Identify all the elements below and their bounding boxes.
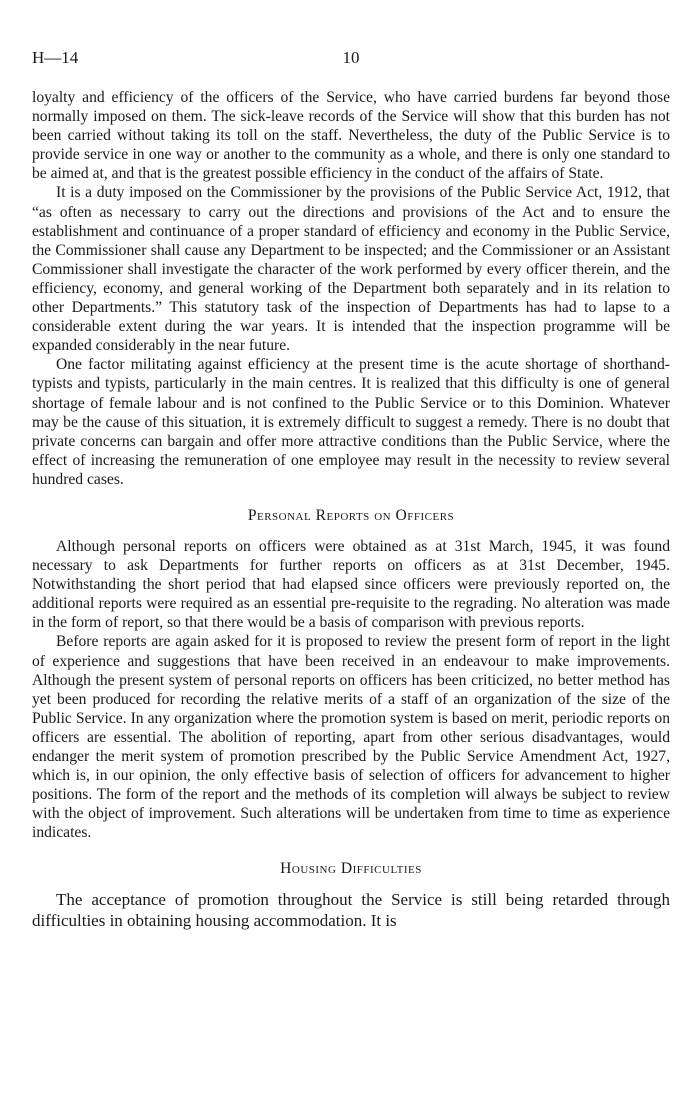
paragraph: Before reports are again asked for it is proposed to review the present form of report in the light of experience and suggestions that have been received in an endeavour to make improvements. Although the present system of personal reports on officers has been criticized, no better method has yet been produced for recording the relative merits of a staff of an organization of the size of the Public Service. In any organization where the promotion system is based on merit, periodic reports on officers are essential. The abolition of reporting, apart from other serious disadvantages, would endanger the merit system of promotion prescribed by the Public Service Amendment Act, 1927, which is, in our opinion, the only effective basis of selection of officers for advancement to higher positions. The form of the report and the methods of its completion will always be subject to review with the object of improvement. Such alterations will be undertaken from time to time as experience indicates. bbox=[32, 633, 670, 842]
document-reference: H—14 bbox=[32, 48, 79, 67]
page-header bbox=[32, 48, 670, 70]
paragraph: loyalty and efficiency of the officers of the Service, who have carried burdens far beyond those normally imposed on them. The sick-leave records of the Service will show that this burden has not been carried without taking its toll on the staff. Nevertheless, the duty of the Public Service is to provide service in one way or another to the community as a whole, and there is only one standard to be aimed at, and that is the greatest possible efficiency in the conduct of the affairs of State. bbox=[32, 89, 670, 183]
section-heading-housing-difficulties: Housing Difficulties bbox=[280, 860, 422, 878]
document-body bbox=[32, 88, 670, 931]
paragraph: The acceptance of promotion throughout the Service is still being retarded through difficulties in obtaining housing accommodation. It is bbox=[32, 890, 670, 930]
paragraph: It is a duty imposed on the Commissioner by the provisions of the Public Service Act, 1912, that “as often as necessary to carry out the directions and provisions of the Act and to ensure the establishment and continuance of a proper standard of efficiency and economy in the Public Service, the Commissioner shall cause any Department to be inspected; and the Commissioner or an Assistant Commissioner shall investigate the character of the work performed by every officer therein, and the efficiency, economy, and general working of the Department both separately and in its relation to other Departments.” This statutory task of the inspection of Departments has had to lapse to a considerable extent during the war years. It is intended that the inspection programme will be expanded considerably in the near future. bbox=[32, 184, 670, 355]
paragraph: One factor militating against efficiency at the present time is the acute shortage of shorthand-typists and typists, particularly in the main centres. It is realized that this difficulty is one of general shortage of female labour and is not confined to the Public Service or to this Dominion. Whatever may be the cause of this situation, it is extremely difficult to suggest a remedy. There is no doubt that private concerns can bargain and offer more attractive conditions than the Public Service, where the effect of increasing the remuneration of one employee may result in the necessity to review several hundred cases. bbox=[32, 356, 670, 488]
paragraph: Although personal reports on officers were obtained as at 31st March, 1945, it was found necessary to ask Departments for further reports on officers as at 31st December, 1945. Notwithstanding the short period that had elapsed since officers were previously reported on, the additional reports were required as an essential pre-requisite to the regrading. No alteration was made in the form of report, so that there would be a basis of comparison with previous reports. bbox=[32, 537, 670, 632]
section-heading-personal-reports: Personal Reports on Officers bbox=[247, 506, 455, 524]
page-number: 10 bbox=[342, 48, 360, 67]
